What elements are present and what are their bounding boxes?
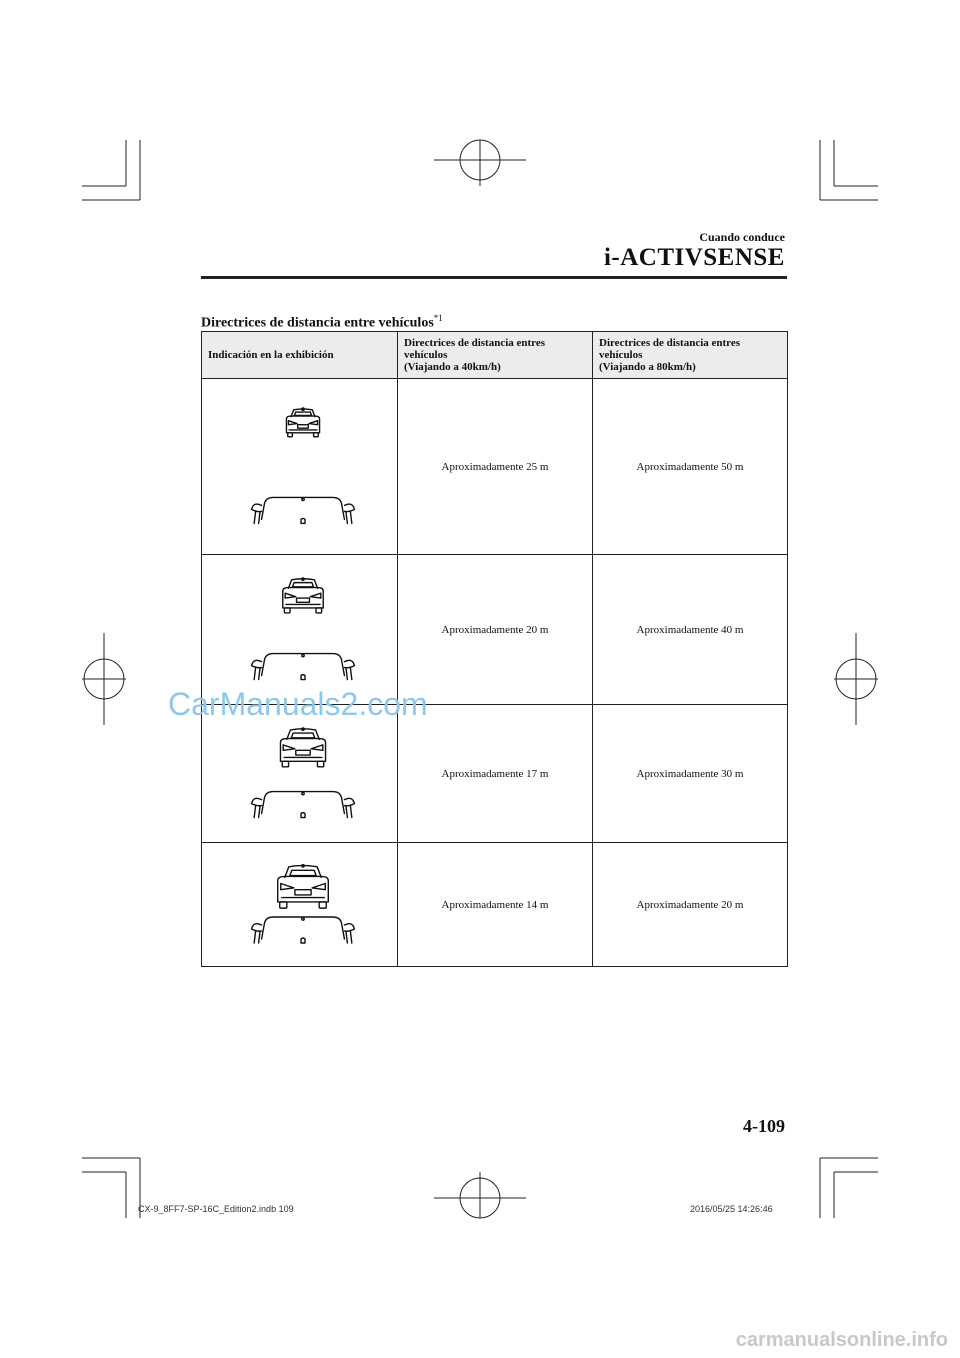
header-line: vehículos bbox=[599, 349, 643, 361]
front-car-icon bbox=[277, 864, 328, 907]
table-header-row bbox=[202, 332, 788, 379]
distance-80-cell: Aproximadamente 40 m bbox=[593, 555, 788, 705]
print-footer-timestamp: 2016/05/25 14:26:46 bbox=[690, 1204, 773, 1214]
header-speed-40 bbox=[398, 332, 593, 379]
header-section: Cuando conduce bbox=[699, 230, 785, 244]
header-line: (Viajando a 40km/h) bbox=[404, 361, 501, 373]
header-display bbox=[202, 332, 398, 379]
front-car-icon bbox=[286, 407, 319, 436]
section-title-text: Directrices de distancia entre vehículos bbox=[201, 315, 434, 331]
distance-80-cell: Aproximadamente 20 m bbox=[593, 843, 788, 967]
header-line: Indicación en la exhibición bbox=[208, 349, 334, 361]
display-cell bbox=[202, 705, 398, 843]
section-title bbox=[201, 313, 443, 332]
car-distance-icon bbox=[202, 556, 397, 704]
header-line: (Viajando a 80km/h) bbox=[599, 361, 696, 373]
distance-40-cell: Aproximadamente 20 m bbox=[398, 555, 593, 705]
car-distance-icon bbox=[202, 380, 397, 554]
distance-40-cell: Aproximadamente 17 m bbox=[398, 705, 593, 843]
header-title: i-ACTIVSENSE bbox=[603, 244, 785, 271]
display-cell bbox=[202, 555, 398, 705]
table-row bbox=[202, 843, 788, 967]
site-watermark: carmanualsonline.info bbox=[735, 1329, 948, 1351]
watermark-logo: CarManuals2.com bbox=[168, 686, 428, 722]
display-cell bbox=[202, 379, 398, 555]
own-car-icon bbox=[251, 497, 354, 523]
car-distance-icon bbox=[202, 706, 397, 842]
table-row bbox=[202, 705, 788, 843]
car-distance-icon bbox=[202, 844, 397, 966]
header-line: Directrices de distancia entres bbox=[404, 337, 546, 349]
distance-80-cell: Aproximadamente 50 m bbox=[593, 379, 788, 555]
display-cell bbox=[202, 843, 398, 967]
header-line: Directrices de distancia entres bbox=[599, 337, 741, 349]
page-number: 4-109 bbox=[743, 1116, 785, 1136]
header-line: vehículos bbox=[404, 349, 448, 361]
table-row bbox=[202, 555, 788, 705]
distance-40-cell: Aproximadamente 25 m bbox=[398, 379, 593, 555]
own-car-icon bbox=[251, 653, 354, 679]
header-speed-80 bbox=[593, 332, 788, 379]
distance-40-cell: Aproximadamente 14 m bbox=[398, 843, 593, 967]
own-car-icon bbox=[251, 791, 354, 817]
front-car-icon bbox=[282, 577, 322, 612]
distance-80-cell: Aproximadamente 30 m bbox=[593, 705, 788, 843]
front-car-icon bbox=[280, 727, 325, 766]
own-car-icon bbox=[251, 917, 354, 943]
section-title-note: *1 bbox=[433, 313, 443, 323]
header-rule bbox=[201, 276, 787, 279]
table-row bbox=[202, 379, 788, 555]
distance-guide-table bbox=[201, 331, 788, 967]
print-footer-file: CX-9_8FF7-SP-16C_Edition2.indb 109 bbox=[138, 1204, 294, 1214]
